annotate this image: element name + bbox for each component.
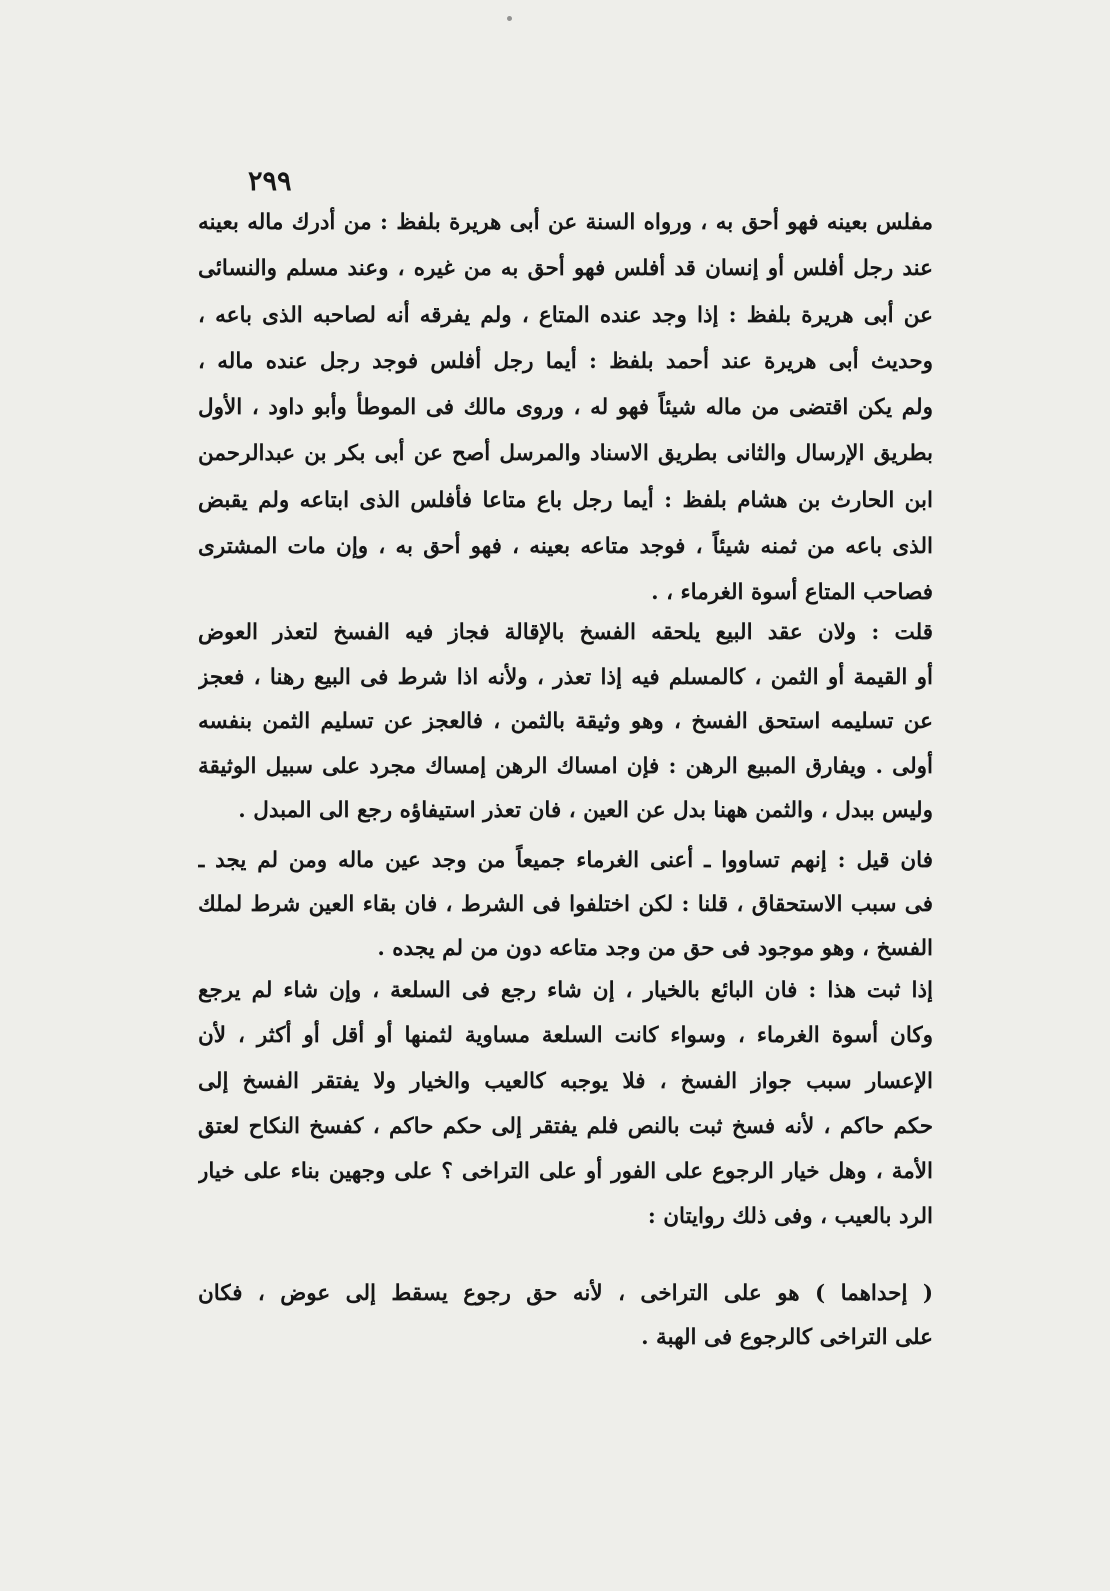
text-line: فان قيل : إنهم تساووا ـ أعنى الغرماء جميعاً من وجد عين ماله ومن لم يجد ـ xyxy=(198,848,933,873)
text-line: ( إحداهما ) هو على التراخى ، لأنه حق رجوع يسقط إلى عوض ، فكان xyxy=(198,1281,933,1306)
text-line: الذى باعه من ثمنه شيئاً ، فوجد متاعه بعينه ، فهو أحق به ، وإن مات المشترى xyxy=(198,534,933,560)
text-line: عن تسليمه استحق الفسخ ، وهو وثيقة بالثمن ، فالعجز عن تسليم الثمن بنفسه xyxy=(198,709,933,735)
text-line: فصاحب المتاع أسوة الغرماء ، . xyxy=(651,580,933,606)
text-line: بطريق الإرسال والثانى بطريق الاسناد والمرسل أصح عن أبى بكر بن عبدالرحمن xyxy=(198,441,933,467)
text-line: أولى . ويفارق المبيع الرهن : فإن امساك الرهن إمساك مجرد على سبيل الوثيقة xyxy=(198,753,933,779)
text-line: إذا ثبت هذا : فان البائع بالخيار ، إن شاء رجع فى السلعة ، وإن شاء لم يرجع xyxy=(198,978,933,1003)
text-line: مفلس بعينه فهو أحق به ، ورواه السنة عن أبى هريرة بلفظ : من أدرك ماله بعينه xyxy=(198,210,933,235)
text-line: الأمة ، وهل خيار الرجوع على الفور أو على التراخى ؟ على وجهين بناء على خيار xyxy=(198,1159,933,1185)
paragraph-hadith-sources xyxy=(198,200,933,617)
text-line: وكان أسوة الغرماء ، وسواء كانت السلعة مساوية لثمنها أو أقل أو أكثر ، لأن xyxy=(198,1023,933,1049)
paragraph-objection xyxy=(198,839,933,972)
text-line: عند رجل أفلس أو إنسان قد أفلس فهو أحق به من غيره ، وعند مسلم والنسائى xyxy=(198,256,933,282)
text-line: وحديث أبى هريرة عند أحمد بلفظ : أيما رجل أفلس فوجد رجل عنده ماله ، xyxy=(198,348,933,374)
page-speck xyxy=(507,16,512,21)
text-line: عن أبى هريرة بلفظ : إذا وجد عنده المتاع ، ولم يفرقه أنه لصاحبه الذى باعه ، xyxy=(198,302,933,328)
text-line: على التراخى كالرجوع فى الهبة . xyxy=(641,1325,933,1350)
text-line: ولم يكن اقتضى من ماله شيئاً فهو له ، وروى مالك فى الموطأ وأبو داود ، الأول xyxy=(198,395,933,421)
text-line: فى سبب الاستحقاق ، قلنا : لكن اختلفوا فى الشرط ، فان بقاء العين شرط لملك xyxy=(198,892,933,918)
text-line: ابن الحارث بن هشام بلفظ : أيما رجل باع متاعا فأفلس الذى ابتاعه ولم يقبض xyxy=(198,487,933,513)
text-line: الإعسار سبب جواز الفسخ ، فلا يوجبه كالعيب والخيار ولا يفتقر الفسخ إلى xyxy=(198,1068,933,1094)
paragraph-first-narration xyxy=(198,1272,933,1360)
text-line: قلت : ولان عقد البيع يلحقه الفسخ بالإقالة فجاز فيه الفسخ لتعذر العوض xyxy=(198,620,933,645)
text-line: أو القيمة أو الثمن ، كالمسلم فيه إذا تعذر ، ولأنه اذا شرط فى البيع رهنا ، فعجز xyxy=(198,664,933,690)
text-line: الفسخ ، وهو موجود فى حق من وجد متاعه دون من لم يجده . xyxy=(377,936,933,962)
text-line: حكم حاكم ، لأنه فسخ ثبت بالنص فلم يفتقر إلى حكم حاكم ، كفسخ النكاح لعتق xyxy=(198,1113,933,1139)
paragraph-argument xyxy=(198,611,933,834)
page-number: ٢٩٩ xyxy=(248,166,292,197)
paragraph-ruling xyxy=(198,968,933,1240)
text-line: الرد بالعيب ، وفى ذلك روايتان : xyxy=(647,1204,933,1230)
text-line: وليس ببدل ، والثمن ههنا بدل عن العين ، فان تعذر استيفاؤه رجع الى المبدل . xyxy=(238,798,933,824)
